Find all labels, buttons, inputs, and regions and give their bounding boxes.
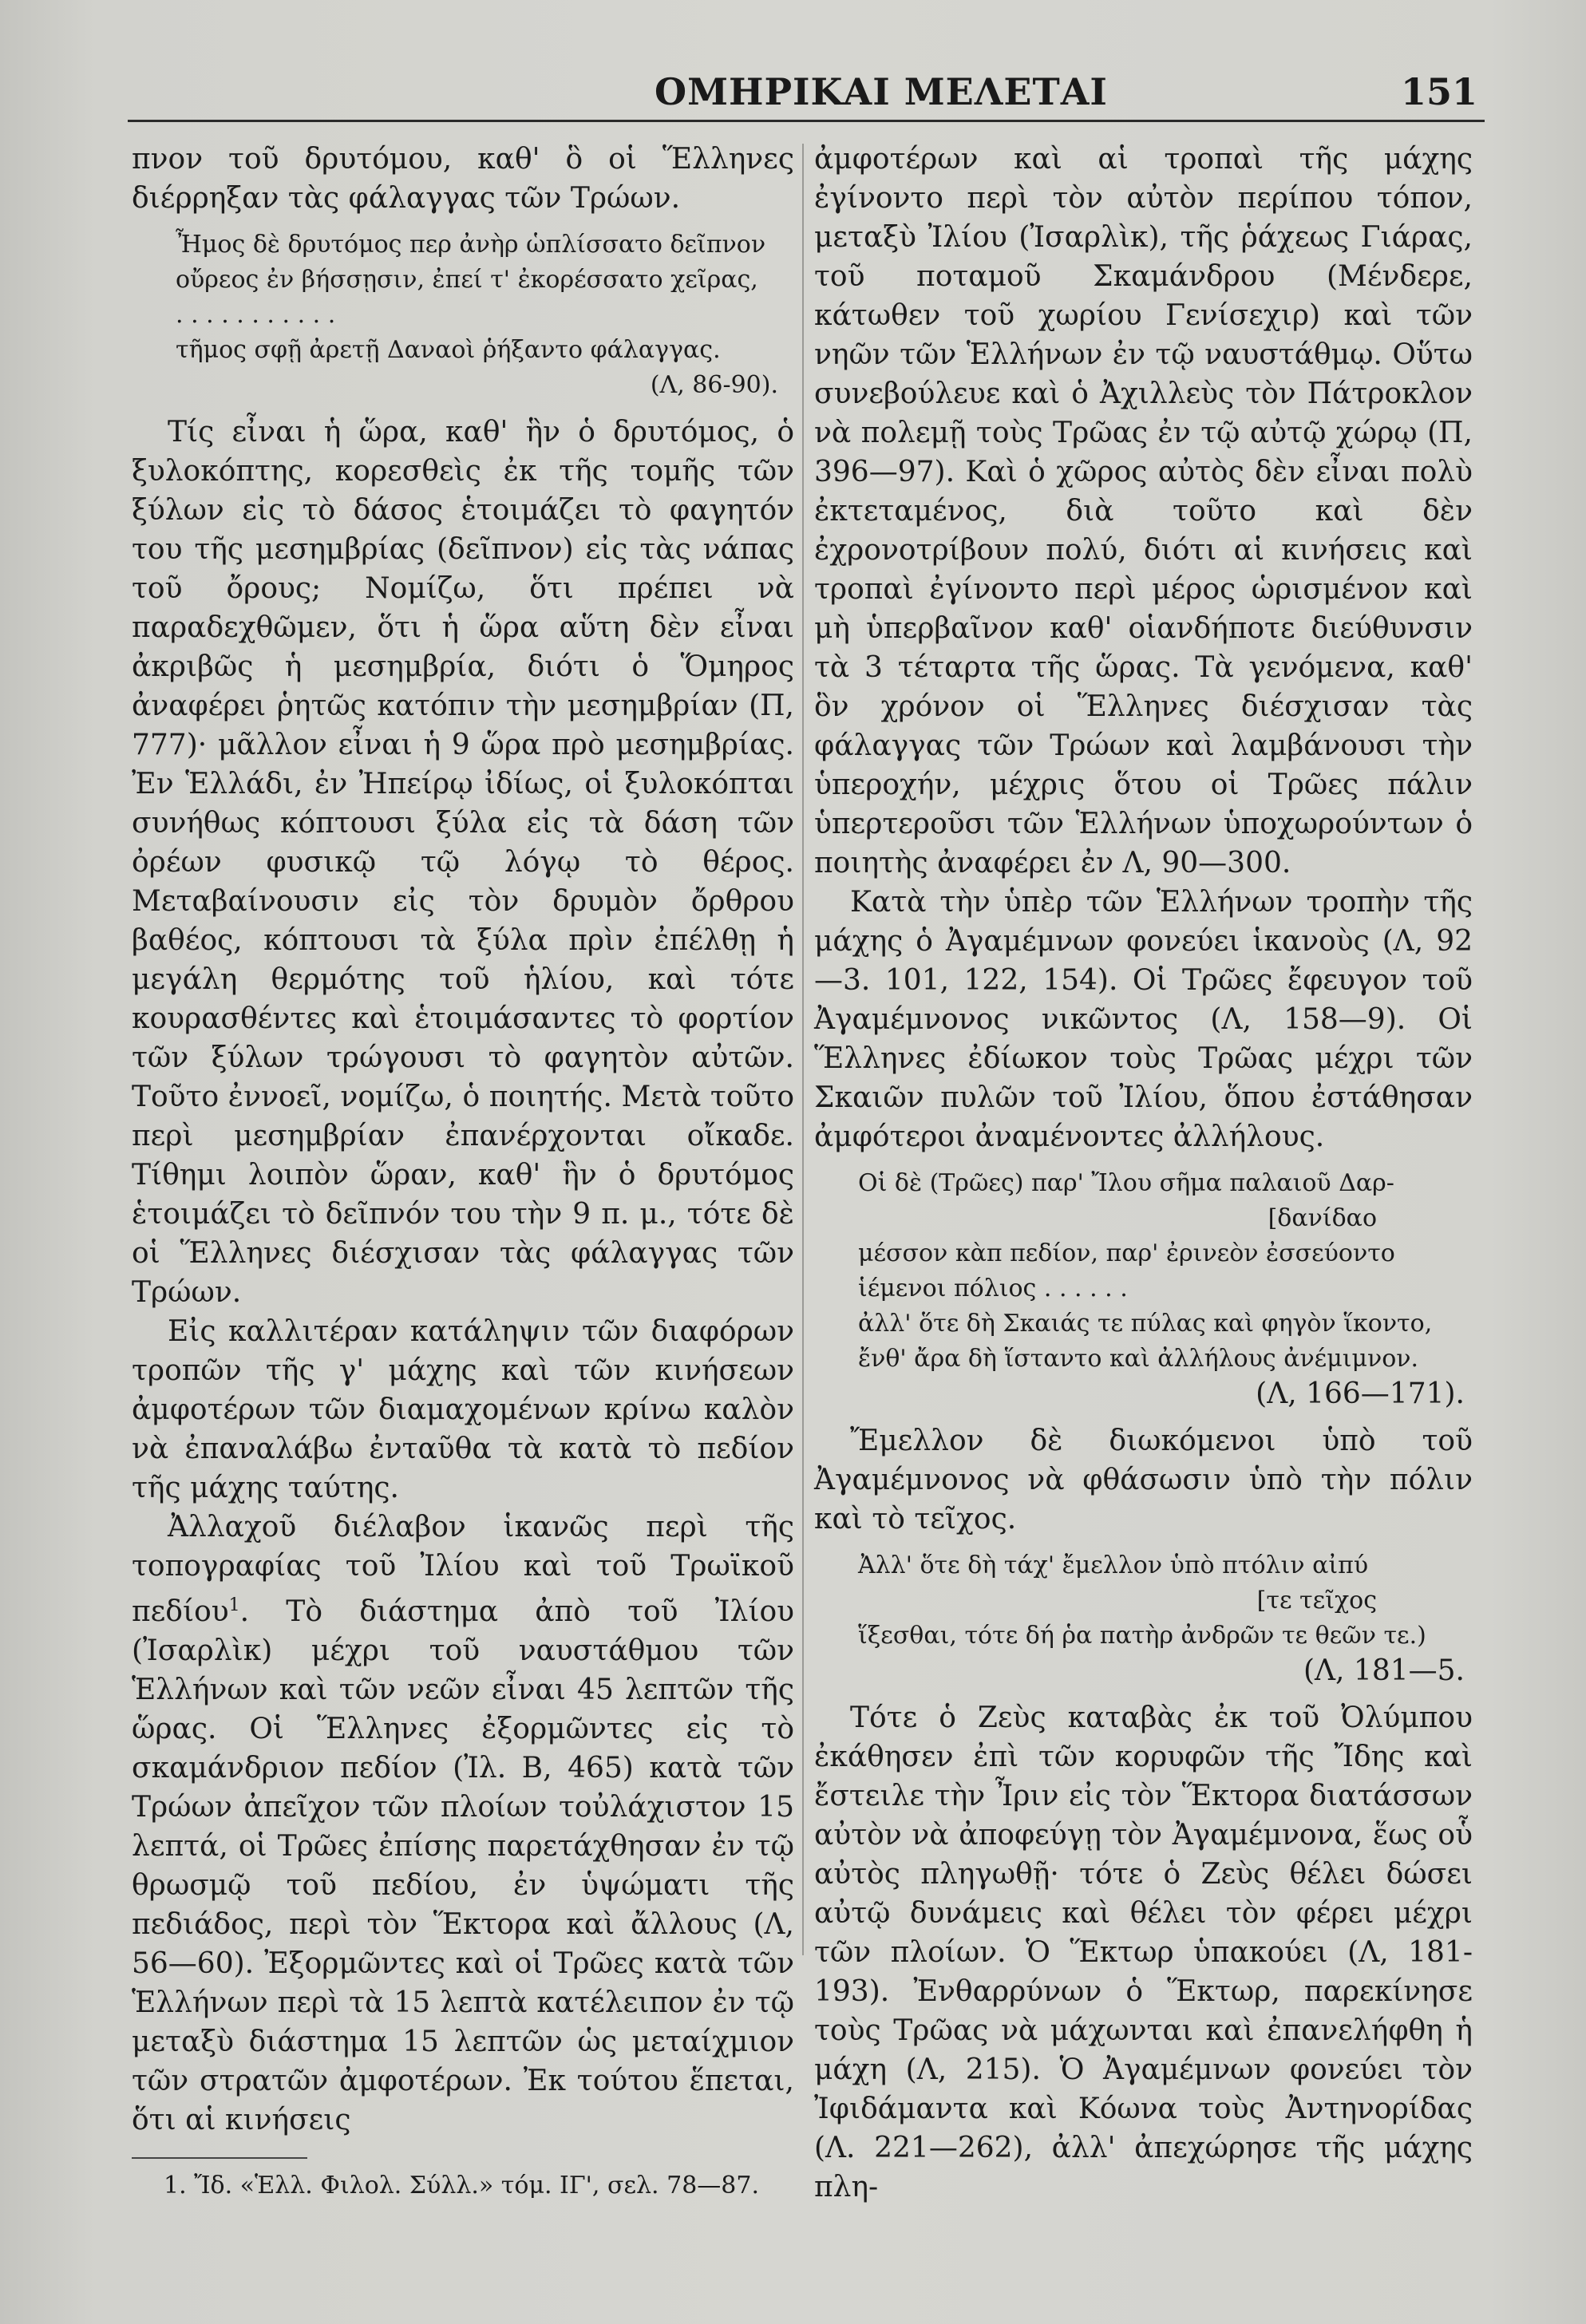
right-paragraph-2: Κατὰ τὴν ὑπὲρ τῶν Ἑλλήνων τροπὴν τῆς μάχης ὁ Ἀγαμέμνων φονεύει ἱκανοὺς (Λ, 92—3. 101, 122, 154). Οἱ Τρῶες ἔφευγον τοῦ Ἀγαμέμνονος νικῶντος (Λ, 158—9). Οἱ Ἕλληνες ἐδίωκον τοὺς Τρῶας μέχρι τῶν Σκαιῶν πυλῶν τοῦ Ἰλίου, ὅπου ἐστάθησαν ἀμφότεροι ἀναμένοντες ἀλλήλους. <box>814 886 1473 1153</box>
right-column <box>814 140 1473 2207</box>
quote-ellipsis: . . . . . . . . . . . <box>176 301 336 329</box>
right-paragraph-3: Ἔμελλον δὲ διωκόμενοι ὑπὸ τοῦ Ἀγαμέμνονος νὰ φθάσωσιν ὑπὸ τὴν πόλιν καὶ τὸ τεῖχος. <box>814 1425 1473 1536</box>
right-paragraph-1: ἀμφοτέρων καὶ αἱ τροπαὶ τῆς μάχης ἐγίνοντο περὶ τὸν αὐτὸν περίπου τόπον, μεταξὺ Ἰλίου (Ἰσαρλὶκ), τῆς ῥάχεως Γιάρας, τοῦ ποταμοῦ Σκαμάνδρου (Μένδερε, κάτωθεν τοῦ χωρίου Γενίσεχιρ) καὶ τῶν νηῶν τῶν Ἑλλήνων ἐν τῷ ναυστάθμῳ. Οὕτω συνεβούλευε καὶ ὁ Ἀχιλλεὺς τὸν Πάτροκλον νὰ πολεμῇ τοὺς Τρῶας ἐν τῷ αὐτῷ χώρῳ (Π, 396—97). Καὶ ὁ χῶρος αὐτὸς δὲν εἶναι πολὺ ἐκτεταμένος, διὰ τοῦτο καὶ δὲν ἐχρονοτρίβουν πολύ, διότι αἱ κινήσεις καὶ τροπαὶ ἐγίνοντο περὶ μέρος ὡρισμένον καὶ μὴ ὑπερβαῖνον καθ' οἱανδήποτε διεύθυνσιν τὰ 3 τέταρτα τῆς ὥρας. Τὰ γενόμενα, καθ' ὃν χρόνον οἱ Ἕλληνες διέσχισαν τὰς φάλαγγας τῶν Τρώων καὶ λαμβάνουσι τὴν ὑπεροχήν, μέχρις ὅτου οἱ Τρῶες πάλιν ὑπερτεροῦσι τῶν Ἑλλήνων ὑποχωρούντων ὁ ποιητὴς ἀναφέρει ἐν Λ, 90—300. <box>814 143 1473 879</box>
quote-line: ἵξεσθαι, τότε δή ῥα πατὴρ ἀνδρῶν τε θεῶν τε.) <box>858 1622 1426 1650</box>
running-title: ΟΜΗΡΙΚΑΙ ΜΕΛΕΤΑΙ <box>655 70 1108 113</box>
column-divider <box>802 144 804 1955</box>
left-column <box>132 140 794 2202</box>
epic-quote-3 <box>858 1548 1473 1689</box>
page-header <box>0 70 1586 126</box>
quote-line: Ἀλλ' ὅτε δὴ τάχ' ἔμελλον ὑπὸ πτόλιν αἰπύ <box>858 1551 1369 1579</box>
left-paragraph-1: πνον τοῦ δρυτόμου, καθ' ὃ οἱ Ἕλληνες διέρρηξαν τὰς φάλαγγας τῶν Τρώων. <box>132 143 794 215</box>
quote-line-continuation: [δανίδαο <box>1268 1204 1377 1232</box>
paragraph-text: . Τὸ διάστημα ἀπὸ τοῦ Ἰλίου (Ἰσαρλὶκ) μέχρι τοῦ ναυστάθμου τῶν Ἑλλήνων καὶ τῶν νεῶν εἶναι 45 λεπτῶν τῆς ὥρας. Οἱ Ἕλληνες ἐξορμῶντες εἰς τὸ σκαμάνδριον πεδίον (Ἰλ. Β, 465) κατὰ τῶν Τρώων ἀπεῖχον τῶν πλοίων τοὐλάχιστον 15 λεπτά, οἱ Τρῶες ἐπίσης παρετάχθησαν ἐν τῷ θρωσμῷ τοῦ πεδίου, ἐν ὑψώματι τῆς πεδιάδος, περὶ τὸν Ἕκτορα καὶ ἄλλους (Λ, 56—60). Ἐξορμῶντες καὶ οἱ Τρῶες κατὰ τῶν Ἑλλήνων περὶ τὰ 15 λεπτὰ κατέλειπον ἐν τῷ μεταξὺ διάστημα 15 λεπτῶν ὡς μεταίχμιον τῶν στρατῶν ἀμφοτέρων. Ἐκ τούτου ἕπεται, ὅτι αἱ κινήσεις <box>132 1595 794 2136</box>
quote-line: ἔνθ' ἄρα δὴ ἵσταντο καὶ ἀλλήλους ἀνέμιμνον. <box>858 1345 1419 1373</box>
quote-line: Ἦμος δὲ δρυτόμος περ ἀνὴρ ὡπλίσσατο δεῖπνον <box>176 231 766 259</box>
paragraph-text: Ἀλλαχοῦ διέλαβον ἱκανῶς περὶ τῆς τοπογραφίας τοῦ Ἰλίου καὶ τοῦ Τρωϊκοῦ πεδίου <box>132 1511 794 1628</box>
quote-line: μέσσον κὰπ πεδίον, παρ' ἐρινεὸν ἐσσεύοντο <box>858 1239 1395 1267</box>
left-paragraph-4 <box>132 1508 794 2140</box>
header-rule <box>128 120 1485 122</box>
quote-line: ἀλλ' ὅτε δὴ Σκαιάς τε πύλας καὶ φηγὸν ἵκοντο, <box>858 1310 1433 1338</box>
quote-citation: (Λ, 166—171). <box>1256 1377 1465 1410</box>
quote-citation: (Λ, 86-90). <box>650 371 778 399</box>
footnote: 1. Ἴδ. «Ἑλλ. Φιλολ. Σύλλ.» τόμ. ΙΓ', σελ. 78—87. <box>164 2172 759 2200</box>
quote-line: οὔρεος ἐν βήσσῃσιν, ἐπεί τ' ἐκορέσσατο χεῖρας, <box>176 266 758 294</box>
left-paragraph-3: Εἰς καλλιτέραν κατάληψιν τῶν διαφόρων τροπῶν τῆς γ' μάχης καὶ τῶν κινήσεων ἀμφοτέρων τῶν διαμαχομένων κρίνω καλὸν νὰ ἐπαναλάβω ἐνταῦθα τὰ κατὰ τὸ πεδίον τῆς μάχης ταύτης. <box>132 1315 794 1504</box>
quote-line: Οἱ δὲ (Τρῶες) παρ' Ἴλου σῆμα παλαιοῦ Δαρ- <box>858 1169 1394 1197</box>
quote-line: ἱέμενοι πόλιος . . . . . . <box>858 1275 1128 1302</box>
epic-quote-2 <box>858 1166 1473 1412</box>
page-number: 151 <box>1401 70 1478 113</box>
epic-quote-1 <box>176 227 794 403</box>
footnote-marker: 1 <box>228 1595 240 1615</box>
quote-citation: (Λ, 181—5. <box>1303 1654 1465 1687</box>
quote-line-continuation: [τε τεῖχος <box>1256 1587 1377 1615</box>
left-paragraph-2: Τίς εἶναι ἡ ὥρα, καθ' ἣν ὁ δρυτόμος, ὁ ξυλοκόπτης, κορεσθεὶς ἐκ τῆς τομῆς τῶν ξύλων εἰς τὸ δάσος ἑτοιμάζει τὸ φαγητόν του τῆς μεσημβρίας (δεῖπνον) εἰς τὰς νάπας τοῦ ὄρους; Νομίζω, ὅτι πρέπει νὰ παραδεχθῶμεν, ὅτι ἡ ὥρα αὕτη δὲν εἶναι ἀκριβῶς ἡ μεσημβρία, διότι ὁ Ὅμηρος ἀναφέρει ῥητῶς κατόπιν τὴν μεσημβρίαν (Π, 777)· μᾶλλον εἶναι ἡ 9 ὥρα πρὸ μεσημβρίας. Ἐν Ἑλλάδι, ἐν Ἠπείρῳ ἰδίως, οἱ ξυλοκόπται συνήθως κόπτουσι ξύλα εἰς τὰ δάση τῶν ὀρέων φυσικῷ τῷ λόγῳ τὸ θέρος. Μεταβαίνουσιν εἰς τὸν δρυμὸν ὄρθρου βαθέος, κόπτουσι τὰ ξύλα πρὶν ἐπέλθῃ ἡ μεγάλη θερμότης τοῦ ἡλίου, καὶ τότε κουρασθέντες καὶ ἑτοιμάσαντες τὸ φορτίον τῶν ξύλων τρώγουσι τὸ φαγητὸν αὐτῶν. Τοῦτο ἐννοεῖ, νομίζω, ὁ ποιητής. Μετὰ τοῦτο περὶ μεσημβρίαν ἐπανέρχονται οἴκαδε. Τίθημι λοιπὸν ὥραν, καθ' ἣν ὁ δρυτόμος ἑτοιμάζει τὸ δεῖπνόν του τὴν 9 π. μ., τότε δὲ οἱ Ἕλληνες διέσχισαν τὰς φάλαγγας τῶν Τρώων. <box>132 416 794 1309</box>
quote-line: τῆμος σφῇ ἀρετῇ Δαναοὶ ῥήξαντο φάλαγγας. <box>176 336 721 364</box>
right-paragraph-4: Τότε ὁ Ζεὺς καταβὰς ἐκ τοῦ Ὀλύμπου ἐκάθησεν ἐπὶ τῶν κορυφῶν τῆς Ἴδης καὶ ἔστειλε τὴν Ἶριν εἰς τὸν Ἕκτορα διατάσσων αὐτὸν νὰ ἀποφεύγῃ τὸν Ἀγαμέμνονα, ἕως οὗ αὐτὸς πληγωθῇ· τότε ὁ Ζεὺς θέλει δώσει αὐτῷ δυνάμεις καὶ θέλει τὸν φέρει μέχρι τῶν πλοίων. Ὁ Ἕκτωρ ὑπακούει (Λ, 181-193). Ἐνθαρρύνων ὁ Ἕκτωρ, παρεκίνησε τοὺς Τρῶας νὰ μάχωνται καὶ ἐπανελήφθη ἡ μάχη (Λ, 215). Ὁ Ἀγαμέμνων φονεύει τὸν Ἰφιδάμαντα καὶ Κόωνα τοὺς Ἀντηνορίδας (Λ. 221—262), ἀλλ' ἀπεχώρησε τῆς μάχης πλη- <box>814 1702 1473 2203</box>
footnote-rule <box>132 2157 307 2159</box>
